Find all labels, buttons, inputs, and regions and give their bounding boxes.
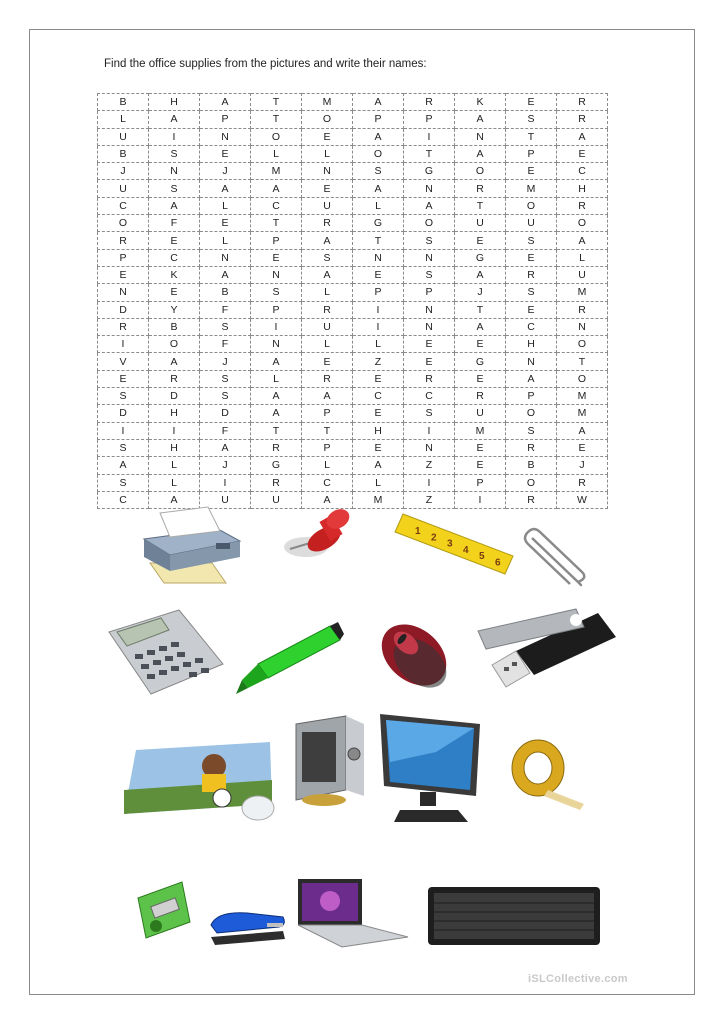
sharpener-icon bbox=[130, 878, 192, 942]
grid-cell: O bbox=[506, 474, 557, 491]
grid-cell: N bbox=[404, 249, 455, 266]
grid-row bbox=[98, 249, 608, 266]
ruler-digit: 4 bbox=[463, 544, 469, 556]
grid-row bbox=[98, 318, 608, 335]
safe-icon bbox=[290, 714, 366, 810]
grid-cell: T bbox=[455, 197, 506, 214]
grid-cell: E bbox=[200, 215, 251, 232]
grid-cell: B bbox=[98, 94, 149, 111]
grid-row bbox=[98, 370, 608, 387]
tape-icon bbox=[508, 732, 586, 812]
grid-cell: M bbox=[557, 405, 608, 422]
grid-cell: S bbox=[200, 388, 251, 405]
grid-cell: N bbox=[302, 163, 353, 180]
grid-cell: S bbox=[98, 439, 149, 456]
grid-cell: F bbox=[200, 336, 251, 353]
grid-cell: B bbox=[506, 457, 557, 474]
grid-cell: A bbox=[302, 491, 353, 508]
grid-cell: S bbox=[404, 232, 455, 249]
grid-cell: W bbox=[557, 491, 608, 508]
grid-cell: S bbox=[506, 422, 557, 439]
grid-cell: A bbox=[251, 180, 302, 197]
grid-cell: R bbox=[302, 301, 353, 318]
grid-cell: N bbox=[506, 353, 557, 370]
grid-cell: A bbox=[200, 180, 251, 197]
grid-cell: O bbox=[302, 111, 353, 128]
grid-cell: N bbox=[200, 128, 251, 145]
grid-cell: R bbox=[404, 94, 455, 111]
grid-cell: A bbox=[149, 353, 200, 370]
grid-cell: J bbox=[200, 163, 251, 180]
grid-cell: U bbox=[302, 197, 353, 214]
grid-cell: L bbox=[149, 474, 200, 491]
grid-cell: L bbox=[353, 336, 404, 353]
grid-cell: N bbox=[353, 249, 404, 266]
grid-cell: S bbox=[353, 163, 404, 180]
grid-cell: S bbox=[506, 232, 557, 249]
grid-cell: I bbox=[404, 128, 455, 145]
grid-cell: E bbox=[353, 405, 404, 422]
grid-row bbox=[98, 111, 608, 128]
grid-cell: N bbox=[251, 336, 302, 353]
grid-cell: F bbox=[200, 422, 251, 439]
grid-cell: A bbox=[149, 491, 200, 508]
grid-cell: J bbox=[455, 284, 506, 301]
grid-cell: L bbox=[557, 249, 608, 266]
grid-cell: H bbox=[506, 336, 557, 353]
grid-cell: T bbox=[302, 422, 353, 439]
ruler-digit: 6 bbox=[495, 557, 501, 569]
grid-cell: E bbox=[506, 301, 557, 318]
grid-cell: Z bbox=[404, 457, 455, 474]
grid-cell: P bbox=[455, 474, 506, 491]
grid-cell: D bbox=[200, 405, 251, 422]
grid-cell: T bbox=[251, 215, 302, 232]
usb-stick-icon bbox=[472, 605, 620, 693]
grid-cell: R bbox=[506, 491, 557, 508]
grid-cell: D bbox=[149, 388, 200, 405]
grid-cell: N bbox=[149, 163, 200, 180]
monitor-icon bbox=[376, 712, 484, 824]
grid-cell: T bbox=[251, 94, 302, 111]
grid-cell: R bbox=[557, 111, 608, 128]
grid-cell: A bbox=[557, 128, 608, 145]
grid-row bbox=[98, 388, 608, 405]
grid-cell: N bbox=[455, 128, 506, 145]
laptop-icon bbox=[292, 877, 410, 949]
grid-cell: E bbox=[506, 94, 557, 111]
grid-cell: S bbox=[404, 405, 455, 422]
calculator-icon bbox=[105, 608, 227, 698]
ruler-digit: 3 bbox=[447, 538, 453, 550]
grid-cell: I bbox=[200, 474, 251, 491]
grid-row bbox=[98, 145, 608, 162]
grid-cell: L bbox=[302, 457, 353, 474]
grid-row bbox=[98, 284, 608, 301]
grid-cell: E bbox=[455, 457, 506, 474]
grid-cell: L bbox=[251, 145, 302, 162]
grid-cell: S bbox=[302, 249, 353, 266]
grid-cell: L bbox=[302, 145, 353, 162]
grid-cell: N bbox=[404, 439, 455, 456]
grid-cell: I bbox=[149, 128, 200, 145]
grid-cell: C bbox=[302, 474, 353, 491]
grid-cell: A bbox=[302, 266, 353, 283]
grid-row bbox=[98, 457, 608, 474]
grid-cell: I bbox=[251, 318, 302, 335]
grid-cell: R bbox=[557, 301, 608, 318]
grid-cell: A bbox=[302, 232, 353, 249]
ruler-digit: 5 bbox=[479, 551, 485, 563]
grid-row bbox=[98, 232, 608, 249]
grid-cell: E bbox=[455, 336, 506, 353]
grid-row bbox=[98, 180, 608, 197]
grid-cell: T bbox=[455, 301, 506, 318]
grid-cell: O bbox=[353, 145, 404, 162]
grid-cell: L bbox=[353, 474, 404, 491]
grid-cell: O bbox=[149, 336, 200, 353]
grid-cell: M bbox=[455, 422, 506, 439]
grid-cell: L bbox=[302, 284, 353, 301]
grid-cell: I bbox=[353, 318, 404, 335]
grid-cell: U bbox=[455, 215, 506, 232]
grid-row bbox=[98, 215, 608, 232]
grid-cell: S bbox=[149, 180, 200, 197]
grid-cell: P bbox=[506, 145, 557, 162]
grid-cell: S bbox=[404, 266, 455, 283]
grid-cell: E bbox=[353, 439, 404, 456]
grid-cell: I bbox=[149, 422, 200, 439]
word-search-grid bbox=[97, 93, 608, 509]
grid-cell: S bbox=[98, 388, 149, 405]
grid-cell: S bbox=[200, 318, 251, 335]
grid-cell: G bbox=[455, 249, 506, 266]
mousepad-icon bbox=[122, 740, 280, 826]
grid-cell: R bbox=[557, 197, 608, 214]
grid-cell: C bbox=[506, 318, 557, 335]
grid-cell: A bbox=[149, 111, 200, 128]
grid-cell: C bbox=[149, 249, 200, 266]
grid-cell: L bbox=[353, 197, 404, 214]
grid-cell: U bbox=[98, 180, 149, 197]
grid-row bbox=[98, 353, 608, 370]
grid-cell: U bbox=[302, 318, 353, 335]
grid-cell: G bbox=[251, 457, 302, 474]
grid-cell: C bbox=[251, 197, 302, 214]
grid-cell: S bbox=[506, 284, 557, 301]
grid-cell: A bbox=[506, 370, 557, 387]
grid-cell: O bbox=[557, 215, 608, 232]
grid-cell: O bbox=[455, 163, 506, 180]
keyboard-icon bbox=[426, 885, 602, 947]
grid-cell: P bbox=[404, 284, 455, 301]
grid-cell: R bbox=[98, 318, 149, 335]
grid-cell: O bbox=[506, 405, 557, 422]
grid-cell: D bbox=[98, 405, 149, 422]
grid-cell: E bbox=[98, 266, 149, 283]
grid-cell: R bbox=[98, 232, 149, 249]
grid-row bbox=[98, 405, 608, 422]
grid-cell: E bbox=[353, 266, 404, 283]
grid-cell: H bbox=[149, 94, 200, 111]
grid-cell: E bbox=[404, 336, 455, 353]
grid-cell: T bbox=[353, 232, 404, 249]
grid-cell: S bbox=[200, 370, 251, 387]
grid-cell: P bbox=[251, 301, 302, 318]
grid-cell: R bbox=[557, 94, 608, 111]
grid-cell: P bbox=[353, 284, 404, 301]
grid-cell: E bbox=[149, 232, 200, 249]
grid-cell: U bbox=[506, 215, 557, 232]
grid-cell: A bbox=[200, 94, 251, 111]
grid-cell: A bbox=[455, 266, 506, 283]
grid-cell: I bbox=[404, 474, 455, 491]
grid-cell: L bbox=[302, 336, 353, 353]
grid-cell: L bbox=[149, 457, 200, 474]
grid-cell: T bbox=[557, 353, 608, 370]
grid-cell: O bbox=[251, 128, 302, 145]
grid-cell: E bbox=[353, 370, 404, 387]
grid-cell: N bbox=[251, 266, 302, 283]
grid-cell: F bbox=[200, 301, 251, 318]
grid-row bbox=[98, 163, 608, 180]
grid-cell: P bbox=[251, 232, 302, 249]
grid-cell: H bbox=[149, 439, 200, 456]
grid-cell: A bbox=[98, 457, 149, 474]
grid-cell: A bbox=[557, 232, 608, 249]
grid-row bbox=[98, 422, 608, 439]
footer-watermark: iSLCollective.com bbox=[528, 973, 628, 985]
grid-cell: E bbox=[200, 145, 251, 162]
grid-cell: A bbox=[353, 128, 404, 145]
grid-cell: B bbox=[200, 284, 251, 301]
grid-cell: A bbox=[455, 145, 506, 162]
grid-cell: M bbox=[557, 284, 608, 301]
grid-cell: I bbox=[455, 491, 506, 508]
grid-row bbox=[98, 94, 608, 111]
paperclip-icon bbox=[522, 524, 592, 590]
grid-cell: A bbox=[557, 422, 608, 439]
grid-cell: R bbox=[251, 474, 302, 491]
grid-cell: S bbox=[98, 474, 149, 491]
grid-cell: L bbox=[200, 197, 251, 214]
grid-cell: N bbox=[98, 284, 149, 301]
grid-cell: U bbox=[557, 266, 608, 283]
grid-cell: C bbox=[353, 388, 404, 405]
grid-cell: J bbox=[200, 353, 251, 370]
grid-cell: Z bbox=[404, 491, 455, 508]
grid-cell: F bbox=[149, 215, 200, 232]
grid-cell: R bbox=[251, 439, 302, 456]
grid-cell: M bbox=[506, 180, 557, 197]
grid-cell: A bbox=[353, 457, 404, 474]
grid-cell: E bbox=[506, 163, 557, 180]
grid-cell: S bbox=[251, 284, 302, 301]
grid-cell: C bbox=[98, 491, 149, 508]
grid-cell: Z bbox=[353, 353, 404, 370]
grid-cell: P bbox=[353, 111, 404, 128]
mouse-icon bbox=[372, 613, 456, 695]
grid-cell: U bbox=[251, 491, 302, 508]
grid-cell: R bbox=[506, 439, 557, 456]
grid-cell: A bbox=[200, 266, 251, 283]
grid-cell: U bbox=[98, 128, 149, 145]
grid-cell: E bbox=[455, 370, 506, 387]
grid-cell: E bbox=[404, 353, 455, 370]
grid-row bbox=[98, 336, 608, 353]
grid-cell: K bbox=[149, 266, 200, 283]
grid-cell: R bbox=[455, 388, 506, 405]
grid-row bbox=[98, 197, 608, 214]
grid-cell: A bbox=[251, 353, 302, 370]
grid-cell: H bbox=[353, 422, 404, 439]
grid-cell: A bbox=[200, 439, 251, 456]
ruler-digit: 2 bbox=[431, 532, 437, 544]
grid-cell: L bbox=[200, 232, 251, 249]
grid-cell: P bbox=[404, 111, 455, 128]
grid-cell: R bbox=[149, 370, 200, 387]
grid-cell: I bbox=[353, 301, 404, 318]
grid-cell: E bbox=[455, 439, 506, 456]
grid-cell: O bbox=[557, 370, 608, 387]
grid-cell: O bbox=[404, 215, 455, 232]
grid-cell: C bbox=[98, 197, 149, 214]
grid-cell: E bbox=[302, 128, 353, 145]
grid-cell: E bbox=[506, 249, 557, 266]
grid-cell: S bbox=[506, 111, 557, 128]
grid-cell: Y bbox=[149, 301, 200, 318]
grid-row bbox=[98, 301, 608, 318]
pushpin-icon bbox=[280, 505, 360, 570]
grid-cell: C bbox=[557, 163, 608, 180]
ruler-digit: 1 bbox=[415, 526, 421, 537]
grid-cell: P bbox=[200, 111, 251, 128]
grid-cell: K bbox=[455, 94, 506, 111]
grid-cell: M bbox=[557, 388, 608, 405]
grid-cell: R bbox=[404, 370, 455, 387]
grid-cell: G bbox=[455, 353, 506, 370]
grid-cell: R bbox=[302, 370, 353, 387]
grid-cell: A bbox=[353, 180, 404, 197]
grid-cell: A bbox=[353, 94, 404, 111]
grid-cell: U bbox=[200, 491, 251, 508]
grid-cell: J bbox=[98, 163, 149, 180]
grid-row bbox=[98, 474, 608, 491]
grid-cell: I bbox=[98, 336, 149, 353]
grid-cell: N bbox=[557, 318, 608, 335]
grid-cell: A bbox=[455, 318, 506, 335]
grid-cell: V bbox=[98, 353, 149, 370]
grid-cell: E bbox=[557, 145, 608, 162]
grid-cell: L bbox=[251, 370, 302, 387]
grid-cell: E bbox=[302, 353, 353, 370]
grid-cell: I bbox=[98, 422, 149, 439]
grid-cell: R bbox=[302, 215, 353, 232]
grid-cell: T bbox=[251, 422, 302, 439]
grid-cell: B bbox=[149, 318, 200, 335]
grid-cell: J bbox=[557, 457, 608, 474]
grid-cell: I bbox=[404, 422, 455, 439]
grid-cell: A bbox=[404, 197, 455, 214]
grid-cell: G bbox=[404, 163, 455, 180]
grid-cell: P bbox=[302, 405, 353, 422]
grid-cell: L bbox=[98, 111, 149, 128]
grid-cell: B bbox=[98, 145, 149, 162]
printer-icon bbox=[134, 505, 246, 585]
grid-cell: E bbox=[149, 284, 200, 301]
grid-cell: T bbox=[506, 128, 557, 145]
grid-cell: O bbox=[557, 336, 608, 353]
grid-cell: H bbox=[557, 180, 608, 197]
instructions: Find the office supplies from the pictures and write their names: bbox=[104, 58, 427, 70]
grid-cell: D bbox=[98, 301, 149, 318]
grid-cell: A bbox=[251, 405, 302, 422]
grid-row bbox=[98, 439, 608, 456]
grid-cell: O bbox=[98, 215, 149, 232]
grid-cell: E bbox=[557, 439, 608, 456]
grid-cell: A bbox=[302, 388, 353, 405]
grid-cell: C bbox=[404, 388, 455, 405]
grid-cell: M bbox=[302, 94, 353, 111]
grid-cell: M bbox=[251, 163, 302, 180]
grid-cell: S bbox=[149, 145, 200, 162]
grid-cell: N bbox=[404, 318, 455, 335]
grid-cell: M bbox=[353, 491, 404, 508]
grid-cell: A bbox=[149, 197, 200, 214]
grid-cell: T bbox=[251, 111, 302, 128]
grid-cell: E bbox=[98, 370, 149, 387]
ruler-icon bbox=[393, 508, 518, 578]
marker-icon bbox=[234, 622, 344, 697]
grid-cell: N bbox=[404, 180, 455, 197]
grid-row bbox=[98, 128, 608, 145]
grid-cell: E bbox=[302, 180, 353, 197]
grid-cell: U bbox=[455, 405, 506, 422]
grid-cell: E bbox=[251, 249, 302, 266]
grid-cell: P bbox=[506, 388, 557, 405]
grid-cell: P bbox=[98, 249, 149, 266]
grid-cell: A bbox=[455, 111, 506, 128]
grid-cell: P bbox=[302, 439, 353, 456]
grid-cell: E bbox=[455, 232, 506, 249]
grid-cell: G bbox=[353, 215, 404, 232]
grid-row bbox=[98, 266, 608, 283]
grid-cell: O bbox=[506, 197, 557, 214]
grid-cell: T bbox=[404, 145, 455, 162]
grid-cell: R bbox=[506, 266, 557, 283]
grid-cell: H bbox=[149, 405, 200, 422]
grid-cell: N bbox=[404, 301, 455, 318]
grid-cell: J bbox=[200, 457, 251, 474]
grid-cell: N bbox=[200, 249, 251, 266]
grid-cell: R bbox=[557, 474, 608, 491]
grid-cell: R bbox=[455, 180, 506, 197]
stapler-icon bbox=[207, 903, 289, 949]
grid-cell: A bbox=[251, 388, 302, 405]
